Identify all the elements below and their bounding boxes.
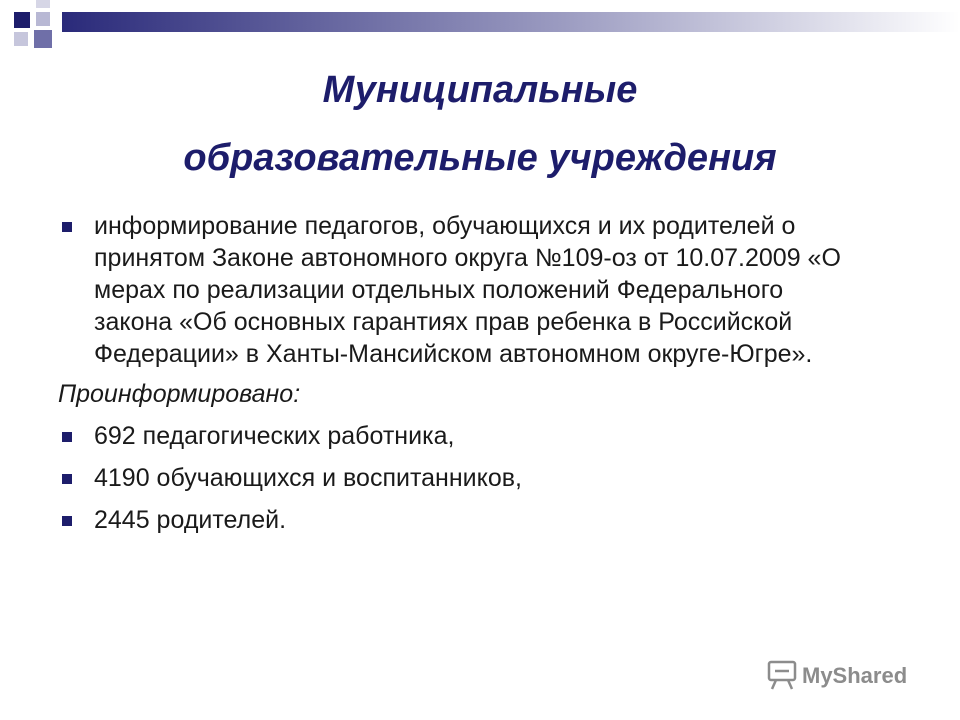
stat-item-students [58, 462, 858, 494]
header-decoration [0, 0, 960, 60]
watermark-text: MyShared [802, 663, 908, 688]
stat-item-parents [58, 504, 858, 536]
main-bullet-text: информирование педагогов, обучающихся и их родителей о принятом Законе автономного округа №109-оз от 10.07.2009 «О мерах по реализации отдельных положений Федерального закона «Об основных гарантиях прав ребенка в Российской Федерации» в Ханты-Мансийском автономном округе-Югре». [94, 212, 841, 368]
bullet-item-main [58, 210, 858, 370]
title-line-1: Муниципальные [322, 69, 638, 111]
myshared-watermark[interactable] [766, 658, 926, 692]
square-bullet-icon [62, 222, 72, 232]
square-bullet-icon [62, 516, 72, 526]
presentation-board-icon [769, 662, 795, 689]
title-line-2: образовательные учреждения [183, 137, 777, 179]
stat-item-teachers [58, 420, 858, 452]
square-bullet-icon [62, 432, 72, 442]
slide-title [0, 56, 960, 192]
informed-label: Проинформировано: [58, 380, 301, 408]
slide-content [58, 210, 858, 546]
stat-text: 692 педагогических работника, [94, 422, 455, 450]
stat-text: 2445 родителей. [94, 506, 287, 534]
stat-text: 4190 обучающихся и воспитанников, [94, 464, 522, 492]
square-bullet-icon [62, 474, 72, 484]
